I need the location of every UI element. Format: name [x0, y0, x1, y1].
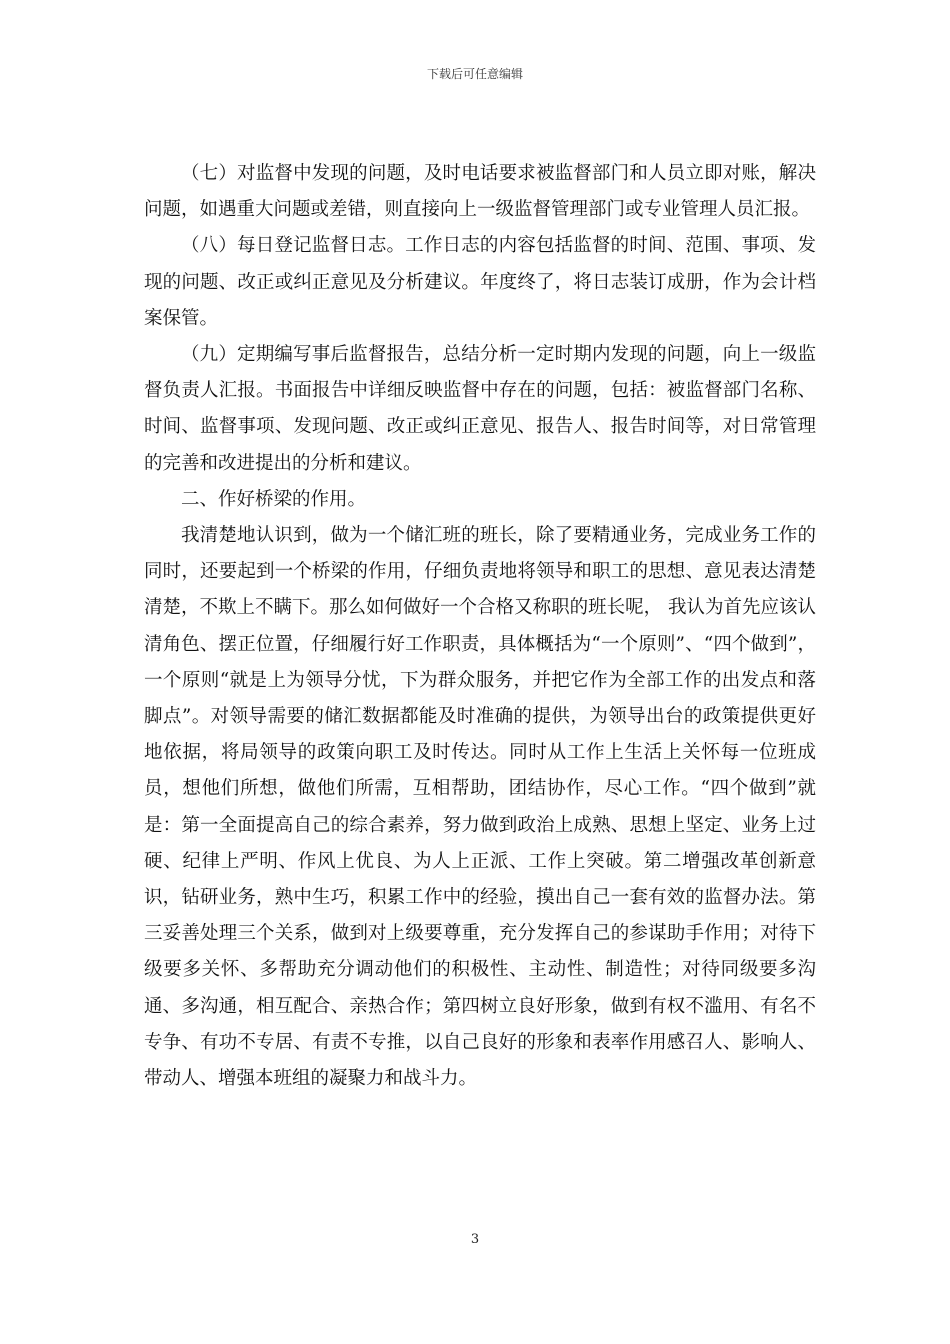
page-number: 3: [470, 1232, 480, 1247]
paragraph-item-8: （八）每日登记监督日志。工作日志的内容包括监督的时间、范围、事项、发现的问题、改正或纠正意见及分析建议。年度终了，将日志装订成册，作为会计档案保管。: [144, 235, 816, 329]
paragraph-item-9: （九）定期编写事后监督报告，总结分析一定时期内发现的问题，向上一级监督负责人汇报。书面报告中详细反映监督中存在的问题，包括：被监督部门名称、时间、监督事项、发现问题、改正或纠正意见、报告人、报告时间等，对日常管理的完善和改进提出的分析和建议。: [144, 344, 816, 474]
document-body: [144, 156, 816, 1097]
paragraph-bridge-role: 我清楚地认识到，做为一个储汇班的班长，除了要精通业务，完成业务工作的同时，还要起到一个桥梁的作用，仔细负责地将领导和职工的思想、意见表达清楚清楚，不欺上不瞒下。那么如何做好一个合格又称职的班长呢， 我认为首先应该认清角色、摆正位置，仔细履行好工作职责，具体概括为“一个原则”、“四个做到”，一个原则“就是上为领导分忧，下为群众服务，并把它作为全部工作的出发点和落脚点”。对领导需要的储汇数据都能及时准确的提供，为领导出台的政策提供更好地依据，将局领导的政策向职工及时传达。同时从工作上生活上关怀每一位班成员，想他们所想，做他们所需，互相帮助，团结协作，尽心工作。“四个做到”就是：第一全面提高自己的综合素养，努力做到政治上成熟、思想上坚定、业务上过硬、纪律上严明、作风上优良、为人上正派、工作上突破。第二增强改革创新意识，钻研业务，熟中生巧，积累工作中的经验，摸出自己一套有效的监督办法。第三妥善处理三个关系，做到对上级要尊重，充分发挥自己的参谋助手作用；对待下级要多关怀、多帮助充分调动他们的积极性、主动性、制造性；对待同级要多沟通、多沟通，相互配合、亲热合作；第四树立良好形象，做到有权不滥用、有名不专争、有功不专居、有责不专推，以自己良好的形象和表率作用感召人、影响人、带动人、增强本班组的凝聚力和战斗力。: [144, 525, 816, 1090]
paragraph-item-7: （七）对监督中发现的问题，及时电话要求被监督部门和人员立即对账，解决问题，如遇重大问题或差错，则直接向上一级监督管理部门或专业管理人员汇报。: [144, 163, 816, 221]
section-heading-bridge: 二、作好桥梁的作用。: [181, 488, 367, 510]
page-header-note: 下载后可任意编辑: [426, 67, 523, 81]
